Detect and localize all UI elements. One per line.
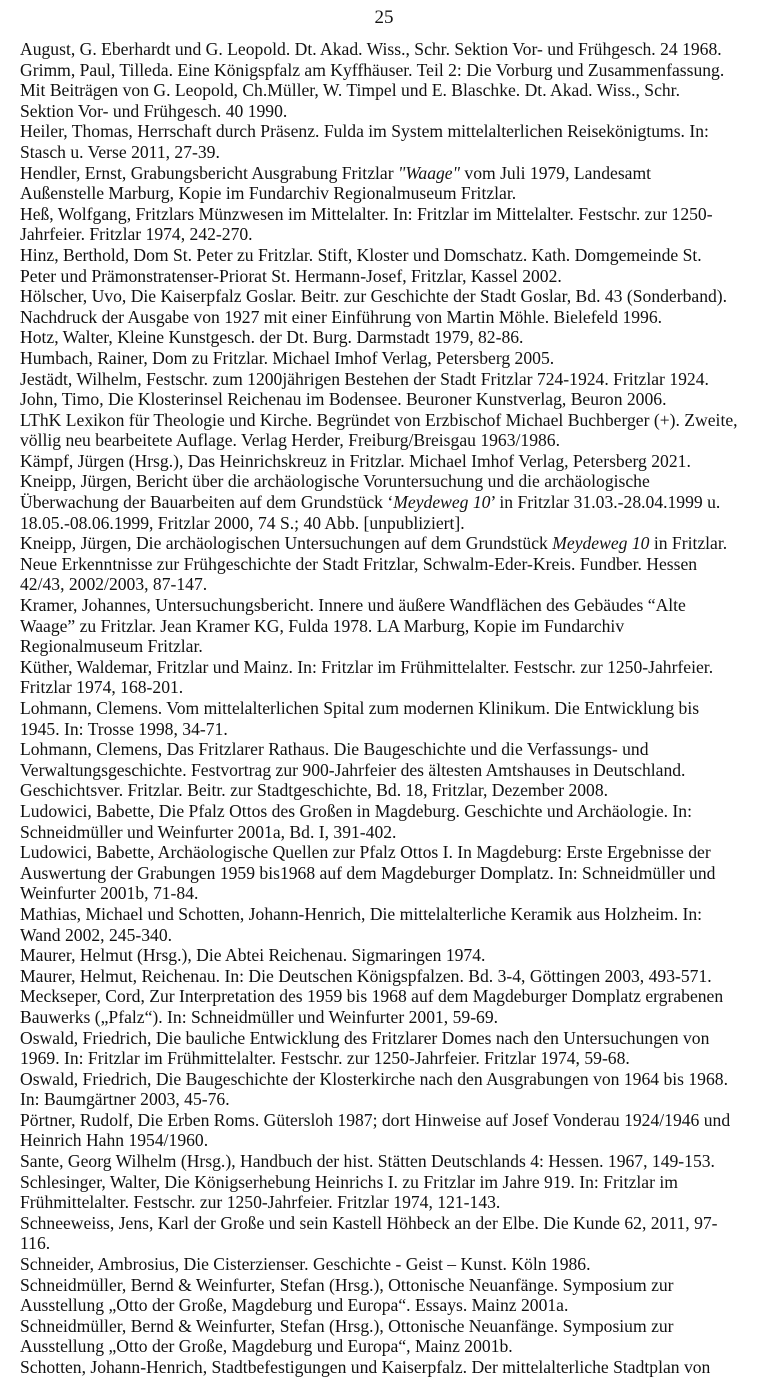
entry-text: Ludowici, Babette, Die Pfalz Ottos des Großen in Magdeburg. Geschichte und Archäologie. In: Schneidmüller und Weinfurter 2001a, Bd. I, 391-402.	[20, 800, 692, 842]
entry-text: Grimm, Paul, Tilleda. Eine Königspfalz am Kyffhäuser. Teil 2: Die Vorburg und Zusammenfassung. Mit Beiträgen von G. Leopold, Ch.Müller, W. Timpel und E. Blaschke. Dt. Akad. Wiss., Schr. Sektion Vor- und Frühgesch. 40 1990.	[20, 59, 725, 121]
entry-text: Hinz, Berthold, Dom St. Peter zu Fritzlar. Stift, Kloster und Domschatz. Kath. Domgemeinde St. Peter und Prämonstratenser-Priorat St. Hermann-Josef, Fritzlar, Kassel 2002.	[20, 244, 702, 286]
bibliography-entry	[20, 327, 738, 348]
entry-italic-text: Meydeweg 10	[552, 533, 650, 554]
bibliography-entry	[20, 369, 738, 390]
entry-text: LThK Lexikon für Theologie und Kirche. Begründet von Erzbischof Michael Buchberger (+). Zweite, völlig neu bearbeitete Auflage. Verlag Herder, Freiburg/Breisgau 1963/1986.	[20, 409, 738, 451]
bibliography-entry	[20, 986, 738, 1027]
page-number: 25	[374, 7, 394, 28]
bibliography-entry	[20, 1069, 738, 1110]
bibliography-entry	[20, 533, 738, 595]
entry-text: Kramer, Johannes, Untersuchungsbericht. Innere und äußere Wandflächen des Gebäudes “Alte Waage” zu Fritzlar. Jean Kramer KG, Fulda 1978. LA Marburg, Kopie im Fundarchiv Regionalmuseum Fritzlar.	[20, 595, 686, 657]
entry-text: John, Timo, Die Klosterinsel Reichenau im Bodensee. Beuroner Kunstverlag, Beuron 2006.	[20, 389, 667, 410]
entry-text: Lohmann, Clemens. Vom mittelalterlichen Spital zum modernen Klinikum. Die Entwicklung bis 1945. In: Trosse 1998, 34-71.	[20, 698, 700, 739]
bibliography-entry	[20, 1254, 738, 1275]
bibliography-entry	[20, 39, 738, 60]
entry-text: Schneidmüller, Bernd & Weinfurter, Stefan (Hrsg.), Ottonische Neuanfänge. Symposium zur Ausstellung „Otto der Große, Magdeburg und Europa“. Essays. Mainz 2001a.	[20, 1274, 674, 1316]
bibliography-entry	[20, 657, 738, 698]
bibliography-entry	[20, 842, 738, 904]
entry-text: Schneidmüller, Bernd & Weinfurter, Stefan (Hrsg.), Ottonische Neuanfänge. Symposium zur Ausstellung „Otto der Große, Magdeburg und Europa“, Mainz 2001b.	[20, 1315, 674, 1357]
entry-text: Hendler, Ernst, Grabungsbericht Ausgrabung Fritzlar	[20, 162, 398, 183]
entry-text: Küther, Waldemar, Fritzlar und Mainz. In: Fritzlar im Frühmittelalter. Festschr. zur 1250-Jahrfeier. Fritzlar 1974, 168-201.	[20, 656, 714, 698]
bibliography-entry	[20, 348, 738, 369]
bibliography-entry	[20, 451, 738, 472]
entry-text: Pörtner, Rudolf, Die Erben Roms. Gütersloh 1987; dort Hinweise auf Josef Vonderau 1924/1946 und Heinrich Hahn 1954/1960.	[20, 1109, 731, 1151]
entry-text: Kneipp, Jürgen, Bericht über die archäologische Voruntersuchung und die archäologische Überwachung der Bauarbeiten auf dem Grundstück ‘	[20, 471, 650, 513]
bibliography-entry	[20, 1110, 738, 1151]
bibliography-entry	[20, 1172, 738, 1213]
bibliography-entry	[20, 471, 738, 533]
bibliography-entry	[20, 204, 738, 245]
bibliography-entry	[20, 389, 738, 410]
entry-italic-text: Meydeweg 10	[393, 492, 491, 513]
entry-text: Humbach, Rainer, Dom zu Fritzlar. Michael Imhof Verlag, Petersberg 2005.	[20, 347, 555, 368]
entry-text: Schneider, Ambrosius, Die Cisterzienser. Geschichte - Geist – Kunst. Köln 1986.	[20, 1254, 591, 1275]
bibliography-entry	[20, 595, 738, 657]
bibliography-entry	[20, 163, 738, 204]
entry-text: in Fritzlar. Neue Erkenntnisse zur Frühgeschichte der Stadt Fritzlar, Schwalm-Eder-Kreis. Fundber. Hessen 42/43, 2002/2003, 87-147.	[20, 533, 728, 595]
bibliography-list	[20, 39, 738, 1378]
entry-italic-text: "Waage"	[397, 162, 460, 183]
bibliography-entry	[20, 1357, 738, 1378]
entry-text: August, G. Eberhardt und G. Leopold. Dt. Akad. Wiss., Schr. Sektion Vor- und Frühgesch. 24 1968.	[20, 39, 722, 59]
entry-text: Schlesinger, Walter, Die Königserhebung Heinrichs I. zu Fritzlar im Jahre 919. In: Fritzlar im Frühmittelalter. Festschr. zur 1250-Jahrfeier. Fritzlar 1974, 121-143.	[20, 1171, 678, 1213]
bibliography-entry	[20, 286, 738, 327]
entry-text: Oswald, Friedrich, Die bauliche Entwicklung des Fritzlarer Domes nach den Untersuchungen von 1969. In: Fritzlar im Frühmittelalter. Festschr. zur 1250-Jahrfeier. Fritzlar 1974, 59-68.	[20, 1027, 710, 1069]
entry-text: Ludowici, Babette, Archäologische Quellen zur Pfalz Ottos I. In Magdeburg: Erste Ergebnisse der Auswertung der Grabungen 1959 bis1968 auf dem Magdeburger Domplatz. In: Schneidmüller und Weinfurter 2001b, 71-84.	[20, 842, 716, 904]
entry-text: Hölscher, Uvo, Die Kaiserpfalz Goslar. Beitr. zur Geschichte der Stadt Goslar, Bd. 43 (Sonderband). Nachdruck der Ausgabe von 1927 mit einer Einführung von Martin Möhle. Bielefeld 1996.	[20, 286, 728, 327]
bibliography-entry	[20, 245, 738, 286]
entry-text: Meckseper, Cord, Zur Interpretation des 1959 bis 1968 auf dem Magdeburger Domplatz ergrabenen Bauwerks („Pfalz“). In: Schneidmüller und Weinfurter 2001, 59-69.	[20, 986, 724, 1027]
bibliography-entry	[20, 945, 738, 966]
entry-text: Schneeweiss, Jens, Karl der Große und sein Kastell Höhbeck an der Elbe. Die Kunde 62, 2011, 97-116.	[20, 1212, 718, 1254]
entry-text: Schotten, Johann-Henrich, Stadtbefestigungen und Kaiserpfalz. Der mittelalterliche Stadtplan von	[20, 1357, 711, 1377]
bibliography-entry	[20, 121, 738, 162]
entry-text: Hotz, Walter, Kleine Kunstgesch. der Dt. Burg. Darmstadt 1979, 82-86.	[20, 327, 524, 348]
entry-text: Kneipp, Jürgen, Die archäologischen Untersuchungen auf dem Grundstück	[20, 533, 553, 554]
entry-text: Oswald, Friedrich, Die Baugeschichte der Klosterkirche nach den Ausgrabungen von 1964 bis 1968. In: Baumgärtner 2003, 45-76.	[20, 1068, 728, 1110]
bibliography-entry	[20, 698, 738, 739]
entry-text: Jestädt, Wilhelm, Festschr. zum 1200jährigen Bestehen der Stadt Fritzlar 724-1924. Fritzlar 1924.	[20, 368, 709, 389]
entry-text: Kämpf, Jürgen (Hrsg.), Das Heinrichskreuz in Fritzlar. Michael Imhof Verlag, Petersberg 2021.	[20, 450, 691, 471]
bibliography-entry	[20, 966, 738, 987]
bibliography-entry	[20, 410, 738, 451]
bibliography-entry	[20, 801, 738, 842]
bibliography-entry	[20, 739, 738, 801]
bibliography-entry	[20, 904, 738, 945]
bibliography-entry	[20, 1213, 738, 1254]
bibliography-entry	[20, 1275, 738, 1316]
entry-text: Mathias, Michael und Schotten, Johann-Henrich, Die mittelalterliche Keramik aus Holzheim. In: Wand 2002, 245-340.	[20, 903, 703, 945]
entry-text: vom Juli 1979, Landesamt Außenstelle Marburg, Kopie im Fundarchiv Regionalmuseum Fritzlar.	[20, 162, 652, 204]
entry-text: Heiler, Thomas, Herrschaft durch Präsenz. Fulda im System mittelalterlichen Reisekönigtums. In: Stasch u. Verse 2011, 27-39.	[20, 121, 709, 162]
entry-text: Heß, Wolfgang, Fritzlars Münzwesen im Mittelalter. In: Fritzlar im Mittelalter. Festschr. zur 1250-Jahrfeier. Fritzlar 1974, 242-270.	[20, 203, 713, 245]
entry-text: Sante, Georg Wilhelm (Hrsg.), Handbuch der hist. Stätten Deutschlands 4: Hessen. 1967, 149-153.	[20, 1151, 715, 1172]
entry-text: Maurer, Helmut, Reichenau. In: Die Deutschen Königspfalzen. Bd. 3-4, Göttingen 2003, 493-571.	[20, 965, 712, 986]
entry-text: Lohmann, Clemens, Das Fritzlarer Rathaus. Die Baugeschichte und die Verfassungs- und Verwaltungsgeschichte. Festvortrag zur 900-Jahrfeier des ältesten Amtshauses in Deutschland. Geschichtsver. Fritzlar. Beitr. zur Stadtgeschichte, Bd. 18, Fritzlar, Dezember 2008.	[20, 739, 686, 801]
entry-text: ’ in Fritzlar 31.03.-28.04.1999 u. 18.05.-08.06.1999, Fritzlar 2000, 74 S.; 40 Abb. [unpubliziert].	[20, 492, 721, 533]
bibliography-entry	[20, 1316, 738, 1357]
entry-text: Maurer, Helmut (Hrsg.), Die Abtei Reichenau. Sigmaringen 1974.	[20, 945, 486, 966]
bibliography-entry	[20, 1028, 738, 1069]
bibliography-entry	[20, 60, 738, 122]
bibliography-entry	[20, 1151, 738, 1172]
